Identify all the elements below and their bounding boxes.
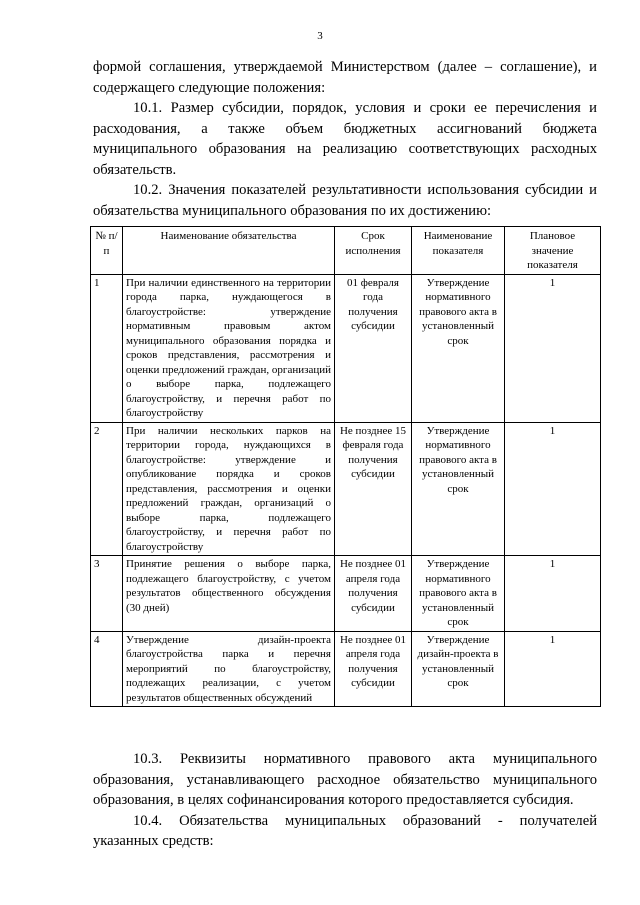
indicators-table: [90, 226, 601, 707]
row-indicator: Утверждение нормативного правового акта в установленный срок: [412, 422, 505, 556]
row-value: 1: [505, 556, 601, 632]
row-obligation: При наличии единственного на территории города парка, нуждающегося в благоустройстве: утверждение нормативным правовым актом муниципального образования порядка и сроков представления, рассмотрения и оценки предложений граждан, организаций о выборе парка, подлежащего благоустройству, и перечня работ по благоустройству: [123, 274, 335, 422]
row-num: 3: [91, 556, 123, 632]
row-num: 1: [91, 274, 123, 422]
row-value: 1: [505, 274, 601, 422]
item-10-2: 10.2. Значения показателей результативности использования субсидии и обязательства муниципального образования по их достижению:: [93, 182, 597, 219]
text-block-bottom: [93, 749, 597, 852]
row-obligation: Принятие решения о выборе парка, подлежащего благоустройству, с учетом результатов общественного обсуждения (30 дней): [123, 556, 335, 632]
header-value: Плановое значение показателя: [505, 227, 601, 275]
header-indicator: Наименование показателя: [412, 227, 505, 275]
table-row: [91, 631, 601, 707]
row-deadline: Не позднее 15 февраля года получения субсидии: [335, 422, 412, 556]
row-obligation: При наличии нескольких парков на территории города, нуждающихся в благоустройстве: утверждение и опубликование порядка и сроков представления, рассмотрения и оценки предложений граждан, организаций о выборе парка, подлежащего благоустройству, и перечня работ по благоустройству: [123, 422, 335, 556]
row-value: 1: [505, 422, 601, 556]
header-num: № п/п: [91, 227, 123, 275]
table-row: [91, 556, 601, 632]
page-number: 3: [317, 30, 323, 42]
item-10-1: 10.1. Размер субсидии, порядок, условия и сроки ее перечисления и расходования, а также объем бюджетных ассигнований бюджета муниципального образования на реализацию соответствующих расходных обязательств.: [93, 100, 597, 178]
item-10-3: 10.3. Реквизиты нормативного правового акта муниципального образования, устанавливающего расходное обязательство муниципального образования, в целях софинансирования которого предоставляется субсидия.: [93, 751, 597, 808]
intro-paragraph: формой соглашения, утверждаемой Министерством (далее – соглашение), и содержащего следующие положения:: [93, 59, 597, 96]
row-obligation: Утверждение дизайн-проекта благоустройства парка и перечня мероприятий по благоустройству, подлежащих реализации, с учетом результатов общественных обсуждений: [123, 631, 335, 707]
row-num: 4: [91, 631, 123, 707]
row-indicator: Утверждение дизайн-проекта в установленный срок: [412, 631, 505, 707]
row-value: 1: [505, 631, 601, 707]
row-num: 2: [91, 422, 123, 556]
text-block-top: [93, 57, 597, 221]
row-deadline: 01 февраля года получения субсидии: [335, 274, 412, 422]
row-indicator: Утверждение нормативного правового акта в установленный срок: [412, 274, 505, 422]
item-10-4: 10.4. Обязательства муниципальных образований - получателей указанных средств:: [93, 812, 597, 849]
header-name: Наименование обязательства: [123, 227, 335, 275]
row-deadline: Не позднее 01 апреля года получения субсидии: [335, 631, 412, 707]
table-row: [91, 422, 601, 556]
table-header-row: [91, 227, 601, 275]
table-row: [91, 274, 601, 422]
row-deadline: Не позднее 01 апреля года получения субсидии: [335, 556, 412, 632]
header-deadline: Срок исполнения: [335, 227, 412, 275]
row-indicator: Утверждение нормативного правового акта в установленный срок: [412, 556, 505, 632]
